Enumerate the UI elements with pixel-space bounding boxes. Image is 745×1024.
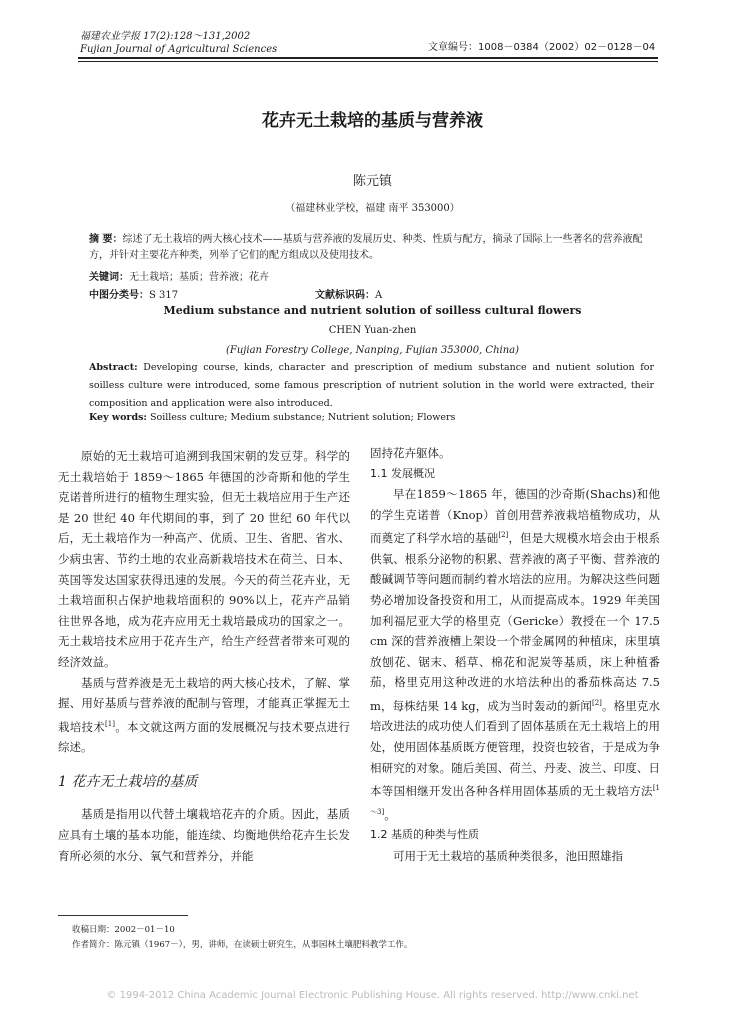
abstract-cn-label: 摘 要： xyxy=(89,234,123,245)
keywords-cn-label: 关键词： xyxy=(89,272,129,283)
citation-ref: [1] xyxy=(105,719,115,728)
intro-paragraph-2-text: 基质与营养液是无土栽培的两大核心技术，了解、掌握、用好基质与营养液的配制与管理，才能真正掌握无土栽培技术 xyxy=(58,675,350,734)
section-1-1-text-c: 。格里克水培改进法的成功使人们看到了固体基质在无土栽培上的用处，使用固体基质既方便管理，投资也较省，于是成为争相研究的对象。随后美国、荷兰、丹麦、波兰、印度、日本等国相继开发出各种各样用固体基质的无土栽培方法 xyxy=(370,698,660,798)
section-1-paragraph: 基质是指用以代替土壤栽培花卉的介质。因此，基质应具有土壤的基本功能，能连续、均衡地供给花卉生长发育所必须的水分、氧气和营养分，并能 xyxy=(58,807,350,863)
abstract-cn-text: 综述了无土栽培的两大核心技术——基质与营养液的发展历史、种类、性质与配方，摘录了国际上一些著名的营养液配方，并针对主要花卉种类，列举了它们的配方组成以及使用技术。 xyxy=(89,234,643,261)
abstract-en-label: Abstract: xyxy=(89,362,138,373)
paper-title: 花卉无土栽培的基质与营养液 xyxy=(262,111,483,131)
body-left-column xyxy=(58,446,350,866)
journal-header xyxy=(80,30,277,56)
section-1-1-paragraph xyxy=(370,484,660,825)
abstract-en xyxy=(89,359,654,413)
body-right-column xyxy=(370,443,660,866)
section-1-1-text-a: 早在1859～1865 年，德国的沙奇斯(Shachs)和他的学生克诺普（Knop）首创用营养液栽培植物成功，从而奠定了科学水培的基础 xyxy=(370,487,660,546)
class-number xyxy=(89,286,178,301)
author-affiliation-en: (Fujian Forestry College, Nanping, Fujian 353000, China) xyxy=(225,345,520,356)
section-1-1-heading: 1.1 发展概况 xyxy=(370,466,435,480)
header-rule-thick xyxy=(78,57,658,59)
footnote-received: 收稿日期：2002－01－10 xyxy=(72,925,175,935)
section-1-2-heading: 1.2 基质的种类与性质 xyxy=(370,828,479,841)
author-name-en: CHEN Yuan-zhen xyxy=(328,325,417,336)
abstract-cn xyxy=(89,232,654,264)
document-code xyxy=(315,286,382,301)
journal-citation-cn: 福建农业学报 17(2):128～131,2002 xyxy=(80,31,251,42)
column-2-continuation: 固持花卉躯体。 xyxy=(370,446,451,460)
abstract-en-text: Developing course, kinds, character and prescription of medium substance and nutient solution for soilless culture were introduced, some famous prescription of nutrient solution in the world were extracted, their composition and application were also introduced. xyxy=(89,362,654,409)
header-rule-thin xyxy=(78,61,658,62)
footnote-author-bio: 作者简介：陈元镇（1967－），男，讲师，在读硕士研究生，从事园林土壤肥料教学工作。 xyxy=(72,940,413,950)
citation-ref: [1～3] xyxy=(370,784,660,816)
intro-paragraph-1: 原始的无土栽培可追溯到我国宋朝的发豆芽。科学的无土栽培始于 1859～1865 年德国的沙奇斯和他的学生克诺普所进行的植物生理实验，但无土栽培应用于生产还是 20 世纪 40 年代期间的事，到了 20 世纪 60 年代以后，无土栽培作为一种高产、优质、卫生、省肥、省水、少病虫害、节约土地的农业高新栽培技术在荷兰、日本、英国等发达国家获得迅速的发展。今天的荷兰花卉业，无土栽培面积占保护地栽培面积的 90%以上，花卉产品销往世界各地，成为花卉应用无土栽培最成功的国家之一。无土栽培技术应用于花卉生产，给生产经营者带来可观的经济效益。 xyxy=(58,449,350,669)
citation-ref: [2] xyxy=(498,531,509,540)
author-name: 陈元镇 xyxy=(352,174,392,189)
keywords-en-text: Soilless culture; Medium substance; Nutrient solution; Flowers xyxy=(149,412,456,423)
keywords-en-label: Key words: xyxy=(89,412,147,423)
keywords-cn xyxy=(89,268,269,283)
section-1-1-text-b: ，但是大规模水培会由于根系供氧、根系分泌物的积累、营养液的离子平衡、营养液的酸碱调节等问题而制约着水培法的应用。为解决这些问题势必增加设备投资和用工，从而提高成本。1929 年美国加利福尼亚大学的格里克（Gericke）教授在一个 17.5 cm 深的营养液槽上架设一个带金属网的种植床，床里填放刨花、锯末、稻草、棉花和泥炭等基质，床上种植番茄，格里克用这种改进的水培法种出的番茄株高达 7.5 m，每株结果 14 kg，成为当时轰动的新闻 xyxy=(370,531,661,713)
intro-paragraph-2-end: 。本文就这两方面的发展概况与技术要点进行综述。 xyxy=(58,719,351,755)
document-code-label: 文献标识码： xyxy=(315,290,375,301)
citation-ref: [2] xyxy=(591,698,602,707)
section-1-2-paragraph: 可用于无土栽培的基质种类很多，池田照雄指 xyxy=(393,848,623,863)
document-code-value: A xyxy=(375,290,383,301)
section-1-1-text-d: 。 xyxy=(384,807,396,822)
keywords-cn-text: 无土栽培；基质；营养液；花卉 xyxy=(129,272,269,283)
class-number-label: 中图分类号： xyxy=(89,290,149,301)
intro-paragraph-2 xyxy=(58,673,350,758)
section-1-heading: 1 花卉无土栽培的基质 xyxy=(58,773,198,790)
paper-title-en: Medium substance and nutrient solution of soilless cultural flowers xyxy=(163,304,582,317)
class-number-value: S 317 xyxy=(149,290,179,301)
article-number: 文章编号：1008－0384（2002）02－0128－04 xyxy=(428,42,656,53)
copyright-watermark: © 1994-2012 China Academic Journal Electronic Publishing House. All rights reserved. http://www.cnki.net xyxy=(106,990,639,1001)
author-affiliation: （福建林业学校，福建 南平 353000） xyxy=(285,203,460,214)
footnote-rule xyxy=(58,915,188,916)
journal-name-en: Fujian Journal of Agricultural Sciences xyxy=(80,44,278,55)
keywords-en xyxy=(89,412,455,423)
